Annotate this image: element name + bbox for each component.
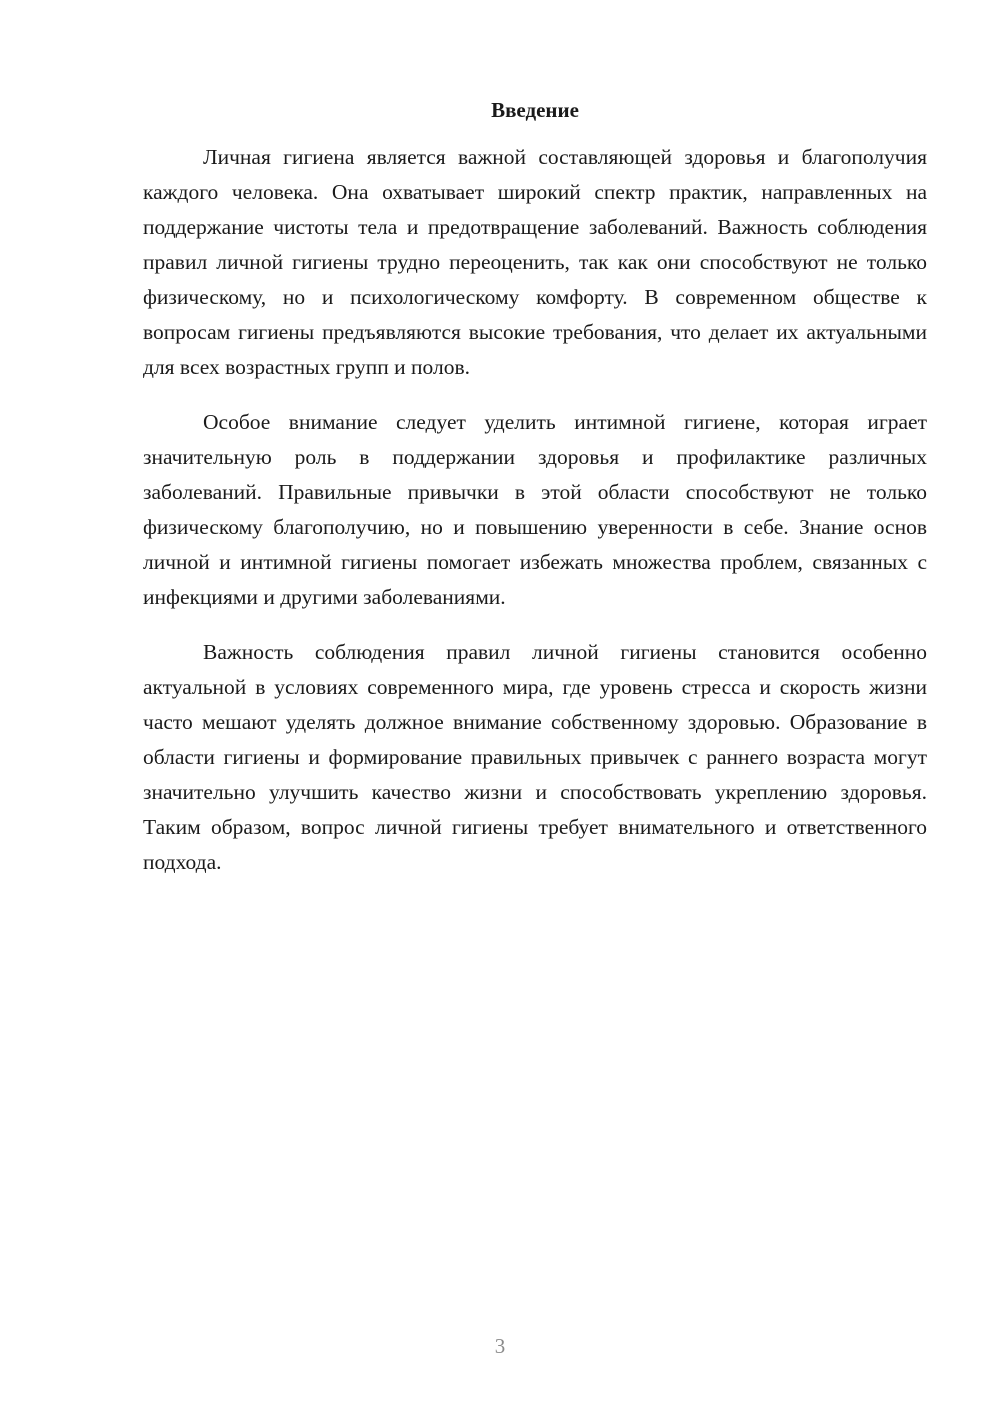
section-title: Введение <box>491 98 579 122</box>
page-number: 3 <box>494 1334 506 1358</box>
page-content <box>143 93 927 900</box>
body-paragraph-3: Важность соблюдения правил личной гигиены становится особенно актуальной в условиях современного мира, где уровень стресса и скорость жизни часто мешают уделять должное внимание собственному здоровью. Образование в области гигиены и формирование правильных привычек с раннего возраста могут значительно улучшить качество жизни и способствовать укреплению здоровья. Таким образом, вопрос личной гигиены требует внимательного и ответственного подхода. <box>143 640 927 874</box>
body-paragraph-2: Особое внимание следует уделить интимной гигиене, которая играет значительную роль в поддержании здоровья и профилактике различных заболеваний. Правильные привычки в этой области способствуют не только физическому благополучию, но и повышению уверенности в себе. Знание основ личной и интимной гигиены помогает избежать множества проблем, связанных с инфекциями и другими заболеваниями. <box>143 410 927 609</box>
body-paragraph-1: Личная гигиена является важной составляющей здоровья и благополучия каждого человека. Она охватывает широкий спектр практик, направленных на поддержание чистоты тела и предотвращение заболеваний. Важность соблюдения правил личной гигиены трудно переоценить, так как они способствуют не только физическому, но и психологическому комфорту. В современном обществе к вопросам гигиены предъявляются высокие требования, что делает их актуальными для всех возрастных групп и полов. <box>143 145 927 379</box>
